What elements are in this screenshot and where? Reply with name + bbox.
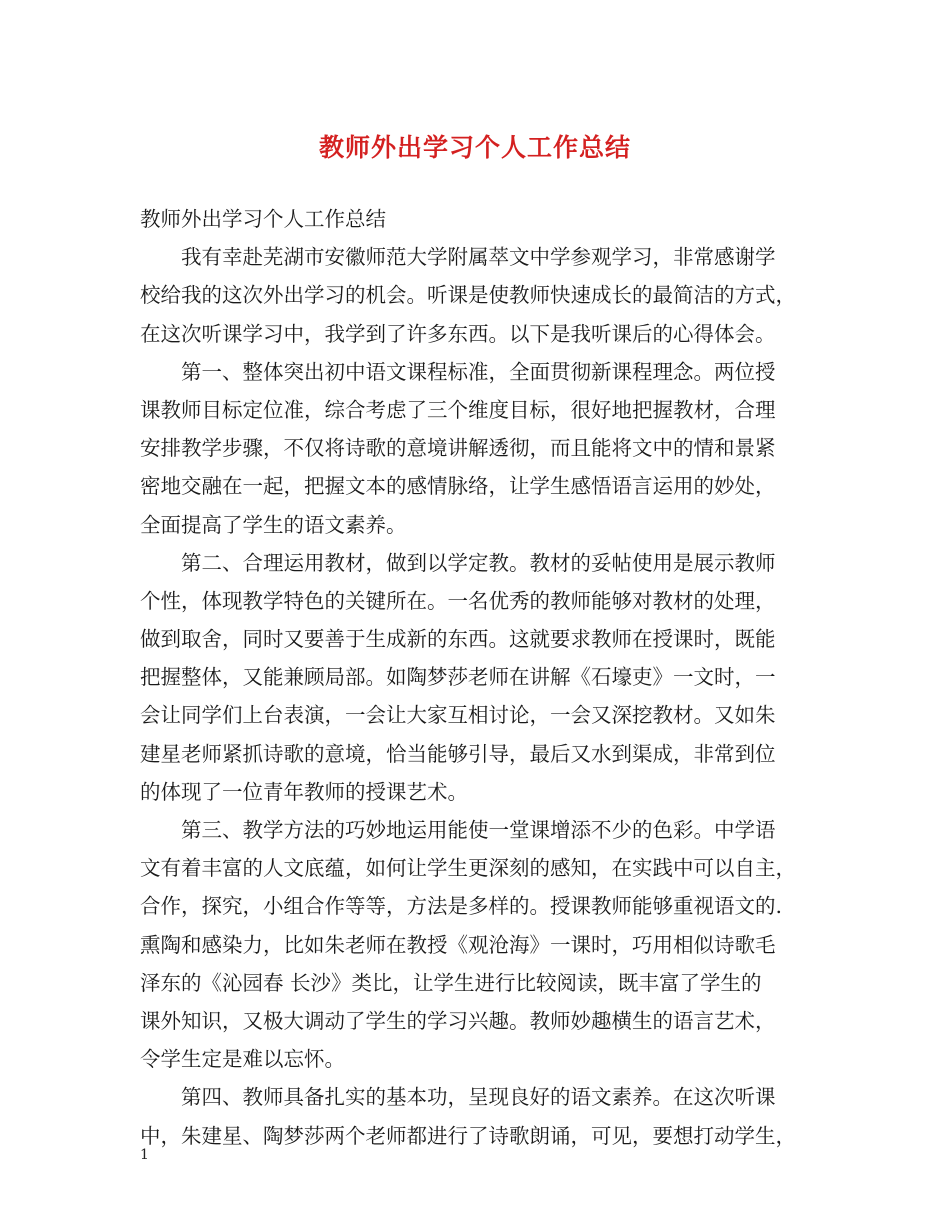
text-line: 会让同学们上台表演，一会让大家互相讨论，一会又深挖教材。又如朱	[140, 703, 776, 728]
text-line: 令学生定是难以忘怀。	[140, 1047, 345, 1072]
text-line: 第四、教师具备扎实的基本功，呈现良好的语文素养。在这次听课	[181, 1085, 776, 1110]
text-line: 合作，探究，小组合作等等，方法是多样的。授课教师能够重视语文的.	[140, 894, 783, 919]
document-title: 教师外出学习个人工作总结	[318, 133, 631, 162]
text-line: 熏陶和感染力，比如朱老师在教授《观沧海》一课时，巧用相似诗歌毛	[140, 932, 776, 957]
text-line: 第一、整体突出初中语文课程标准，全面贯彻新课程理念。两位授	[181, 359, 776, 384]
text-line: 建星老师紧抓诗歌的意境，恰当能够引导，最后又水到渠成，非常到位	[140, 741, 776, 766]
text-line: 校给我的这次外出学习的机会。听课是使教师快速成长的最简洁的方式，	[140, 283, 796, 308]
text-line: 课外知识，又极大调动了学生的学习兴趣。教师妙趣横生的语言艺术，	[140, 1008, 776, 1033]
text-line: 泽东的《沁园春 长沙》类比，让学生进行比较阅读，既丰富了学生的	[140, 970, 762, 995]
text-line: 教师外出学习个人工作总结	[140, 207, 386, 231]
text-line: 密地交融在一起，把握文本的感情脉络，让学生感悟语言运用的妙处，	[140, 474, 776, 499]
text-line: 课教师目标定位准，综合考虑了三个维度目标，很好地把握教材，合理	[140, 397, 776, 422]
text-line: 把握整体，又能兼顾局部。如陶梦莎老师在讲解《石壕吏》一文时，一	[140, 665, 776, 690]
text-line: 第三、教学方法的巧妙地运用能使一堂课增添不少的色彩。中学语	[181, 818, 776, 842]
text-line: 全面提高了学生的语文素养。	[140, 512, 407, 537]
page-number: 1	[140, 1147, 149, 1163]
text-line: 在这次听课学习中，我学到了许多东西。以下是我听课后的心得体会。	[140, 321, 776, 346]
text-line: 中，朱建星、陶梦莎两个老师都进行了诗歌朗诵，可见，要想打动学生，	[140, 1123, 796, 1148]
text-line: 的体现了一位青年教师的授课艺术。	[140, 779, 468, 804]
document-body	[140, 200, 820, 1155]
text-line: 我有幸赴芜湖市安徽师范大学附属萃文中学参观学习，非常感谢学	[181, 245, 776, 270]
text-line: 安排教学步骤，不仅将诗歌的意境讲解透彻，而且能将文中的情和景紧	[140, 436, 776, 461]
text-line: 文有着丰富的人文底蕴，如何让学生更深刻的感知，在实践中可以自主，	[140, 856, 796, 881]
text-line: 第二、合理运用教材，做到以学定教。教材的妥帖使用是展示教师	[181, 550, 776, 575]
text-line: 做到取舍，同时又要善于生成新的东西。这就要求教师在授课时，既能	[140, 627, 776, 652]
text-line: 个性，体现教学特色的关键所在。一名优秀的教师能够对教材的处理，	[140, 588, 776, 613]
